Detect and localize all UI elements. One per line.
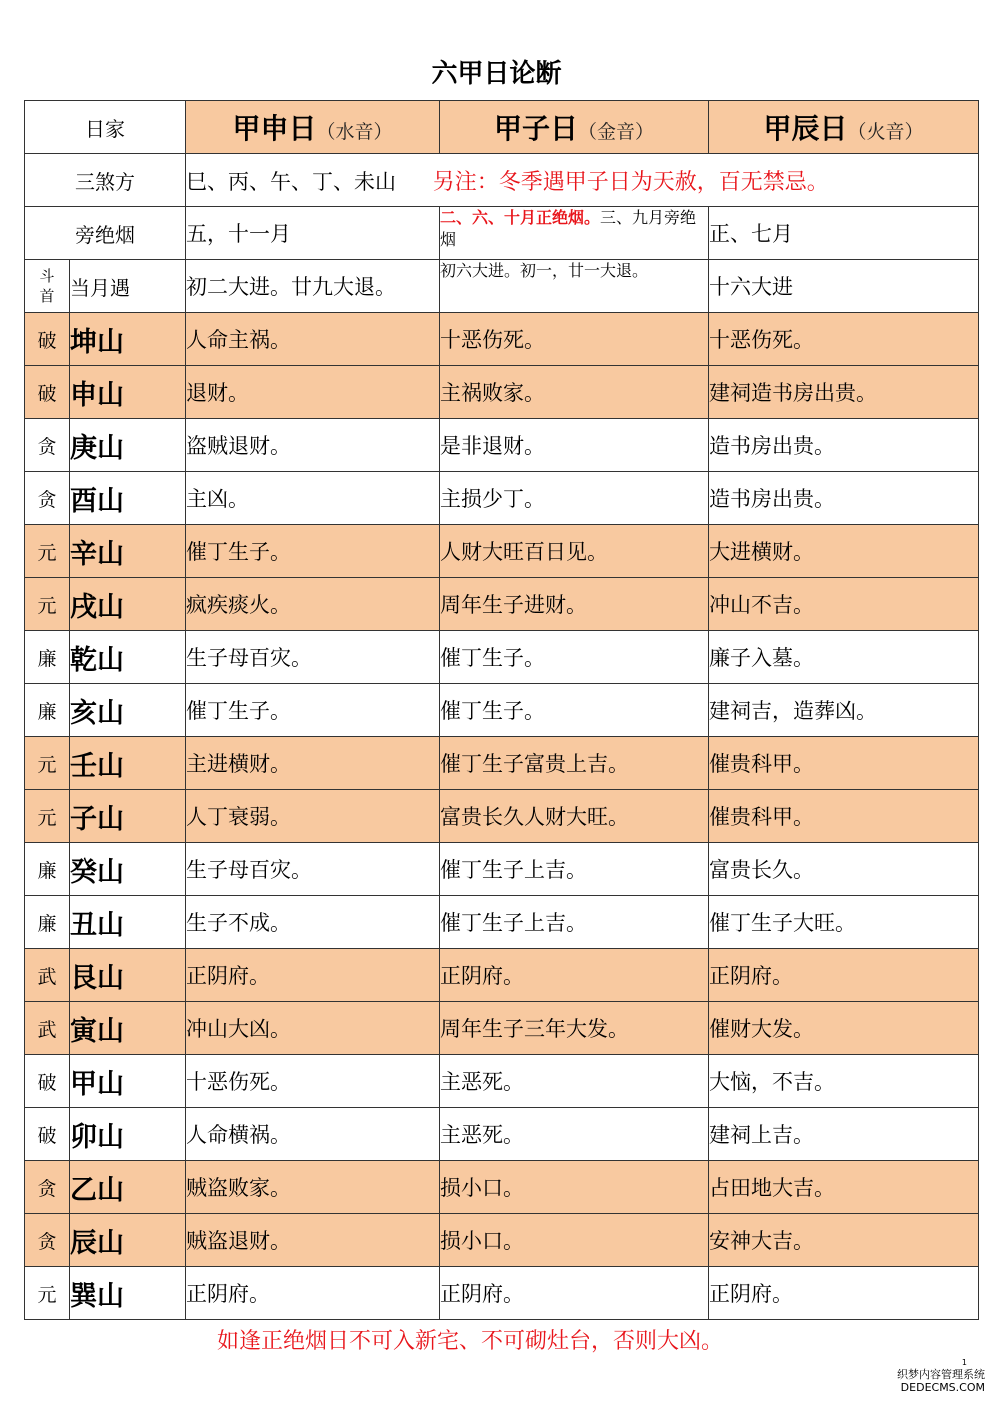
mountain-cell: 丑山 [70,896,186,949]
col-1-cell: 人丁衰弱。 [186,790,440,843]
watermark-line1: 织梦内容管理系统 [897,1368,985,1381]
table-row [25,1108,979,1161]
table-row [25,419,979,472]
star-cell: 破 [25,313,70,366]
mountain-cell: 寅山 [70,1002,186,1055]
col-1-cell: 十恶伤死。 [186,1055,440,1108]
pangjue-label: 旁绝烟 [25,207,186,260]
header-col-2 [440,101,709,154]
header-col-1 [186,101,440,154]
mountain-cell: 酉山 [70,472,186,525]
col-3-cell: 催贵科甲。 [709,790,979,843]
col-1-cell: 正阴府。 [186,949,440,1002]
star-cell: 贪 [25,472,70,525]
sansha-value-cell [186,154,979,207]
mountain-cell: 戌山 [70,578,186,631]
col-2-cell: 主恶死。 [440,1108,709,1161]
col-2-cell: 正阴府。 [440,1267,709,1320]
doushou-text: 斗首 [39,267,55,305]
page-mark: 1 [961,1358,967,1367]
mountain-rows [25,313,979,1320]
table-row [25,737,979,790]
table-row [25,578,979,631]
col-3-cell: 催丁生子大旺。 [709,896,979,949]
star-cell: 元 [25,790,70,843]
col-2-cell: 催丁生子上吉。 [440,896,709,949]
mountain-cell: 辰山 [70,1214,186,1267]
col-1-cell: 贼盗败家。 [186,1161,440,1214]
star-cell: 元 [25,578,70,631]
col-2-cell: 催丁生子。 [440,684,709,737]
star-cell: 廉 [25,631,70,684]
col-1-cell: 冲山大凶。 [186,1002,440,1055]
col-2-cell: 主恶死。 [440,1055,709,1108]
table-row [25,896,979,949]
mountain-cell: 甲山 [70,1055,186,1108]
day-name: 甲申日 [232,112,317,145]
star-cell: 破 [25,1108,70,1161]
col-3-cell: 正阴府。 [709,1267,979,1320]
table-row [25,1055,979,1108]
mountain-cell: 坤山 [70,313,186,366]
mountain-cell: 申山 [70,366,186,419]
col-2-cell: 周年生子进财。 [440,578,709,631]
col-2-cell: 人财大旺百日见。 [440,525,709,578]
star-cell: 武 [25,949,70,1002]
col-2-cell: 主祸败家。 [440,366,709,419]
col-2-cell: 主损少丁。 [440,472,709,525]
mountain-cell: 卯山 [70,1108,186,1161]
mountain-cell: 巽山 [70,1267,186,1320]
dangyue-row [25,260,979,313]
sansha-row [25,154,979,207]
col-2-cell: 催丁生子。 [440,631,709,684]
col-2-cell: 周年生子三年大发。 [440,1002,709,1055]
col-3-cell: 冲山不吉。 [709,578,979,631]
doushou-label [25,260,70,313]
sansha-note: 另注：冬季遇甲子日为天赦，百无禁忌。 [432,169,829,195]
col-2-cell: 十恶伤死。 [440,313,709,366]
six-jia-day-table [24,100,979,1320]
col-3-cell: 催财大发。 [709,1002,979,1055]
table-row [25,525,979,578]
dangyue-label: 当月遇 [70,260,186,313]
mountain-cell: 子山 [70,790,186,843]
day-sound: （金音） [578,121,655,143]
col-1-cell: 疯疾痰火。 [186,578,440,631]
col-3-cell: 占田地大吉。 [709,1161,979,1214]
col-3-cell: 安神大吉。 [709,1214,979,1267]
col-3-cell: 大进横财。 [709,525,979,578]
star-cell: 破 [25,366,70,419]
mountain-cell: 乙山 [70,1161,186,1214]
col-3-cell: 造书房出贵。 [709,472,979,525]
star-cell: 廉 [25,684,70,737]
watermark-line2: DEDECMS.COM [900,1381,985,1394]
col-1-cell: 盗贼退财。 [186,419,440,472]
table-row [25,472,979,525]
mountain-cell: 癸山 [70,843,186,896]
pangjue-c2-red: 二、六、十月正绝烟。 [440,208,601,227]
col-3-cell: 大恼，不吉。 [709,1055,979,1108]
star-cell: 廉 [25,896,70,949]
header-col-3 [709,101,979,154]
col-3-cell: 建祠上吉。 [709,1108,979,1161]
col-1-cell: 生子母百灾。 [186,631,440,684]
dangyue-c1: 初二大进。廿九大退。 [186,260,440,313]
mountain-cell: 庚山 [70,419,186,472]
pangjue-row [25,207,979,260]
col-2-cell: 损小口。 [440,1161,709,1214]
mountain-cell: 辛山 [70,525,186,578]
col-1-cell: 生子母百灾。 [186,843,440,896]
header-label: 日家 [25,101,186,154]
table-row [25,949,979,1002]
col-1-cell: 主进横财。 [186,737,440,790]
col-1-cell: 正阴府。 [186,1267,440,1320]
col-3-cell: 造书房出贵。 [709,419,979,472]
col-3-cell: 建祠吉，造葬凶。 [709,684,979,737]
sansha-value: 巳、丙、午、丁、未山 [186,169,396,194]
day-name: 甲辰日 [763,112,848,145]
star-cell: 廉 [25,843,70,896]
watermark [897,1368,985,1394]
dangyue-c2: 初六大进。初一，廿一大退。 [440,260,709,313]
col-2-cell: 催丁生子富贵上吉。 [440,737,709,790]
table-row [25,313,979,366]
star-cell: 武 [25,1002,70,1055]
star-cell: 元 [25,1267,70,1320]
star-cell: 破 [25,1055,70,1108]
star-cell: 贪 [25,1161,70,1214]
pangjue-c2-rest: 三、九月旁绝烟 [440,208,697,249]
table-row [25,1002,979,1055]
col-3-cell: 正阴府。 [709,949,979,1002]
pangjue-c1: 五，十一月 [186,207,440,260]
day-sound: （水音） [316,121,393,143]
star-cell: 元 [25,525,70,578]
col-1-cell: 贼盗退财。 [186,1214,440,1267]
star-cell: 贪 [25,419,70,472]
col-2-cell: 催丁生子上吉。 [440,843,709,896]
col-1-cell: 催丁生子。 [186,525,440,578]
mountain-cell: 艮山 [70,949,186,1002]
sansha-label: 三煞方 [25,154,186,207]
mountain-cell: 壬山 [70,737,186,790]
col-2-cell: 富贵长久人财大旺。 [440,790,709,843]
table-row [25,1267,979,1320]
col-1-cell: 退财。 [186,366,440,419]
col-1-cell: 主凶。 [186,472,440,525]
day-sound: （火音） [847,121,924,143]
day-name: 甲子日 [493,112,578,145]
table-row [25,843,979,896]
col-1-cell: 生子不成。 [186,896,440,949]
col-1-cell: 人命主祸。 [186,313,440,366]
col-2-cell: 正阴府。 [440,949,709,1002]
col-3-cell: 催贵科甲。 [709,737,979,790]
col-3-cell: 建祠造书房出贵。 [709,366,979,419]
pangjue-c2 [440,207,709,260]
table-row [25,684,979,737]
table-row [25,366,979,419]
header-row [25,101,979,154]
table-row [25,790,979,843]
mountain-cell: 亥山 [70,684,186,737]
star-cell: 贪 [25,1214,70,1267]
col-3-cell: 廉子入墓。 [709,631,979,684]
table-row [25,631,979,684]
page-title: 六甲日论断 [431,59,562,89]
star-cell: 元 [25,737,70,790]
table-row [25,1214,979,1267]
mountain-cell: 乾山 [70,631,186,684]
dangyue-c3: 十六大进 [709,260,979,313]
footer-note: 如逢正绝烟日不可入新宅、不可砌灶台，否则大凶。 [216,1329,723,1354]
table-row [25,1161,979,1214]
col-2-cell: 是非退财。 [440,419,709,472]
col-3-cell: 富贵长久。 [709,843,979,896]
col-3-cell: 十恶伤死。 [709,313,979,366]
col-1-cell: 催丁生子。 [186,684,440,737]
col-1-cell: 人命横祸。 [186,1108,440,1161]
col-2-cell: 损小口。 [440,1214,709,1267]
pangjue-c3: 正、七月 [709,207,979,260]
